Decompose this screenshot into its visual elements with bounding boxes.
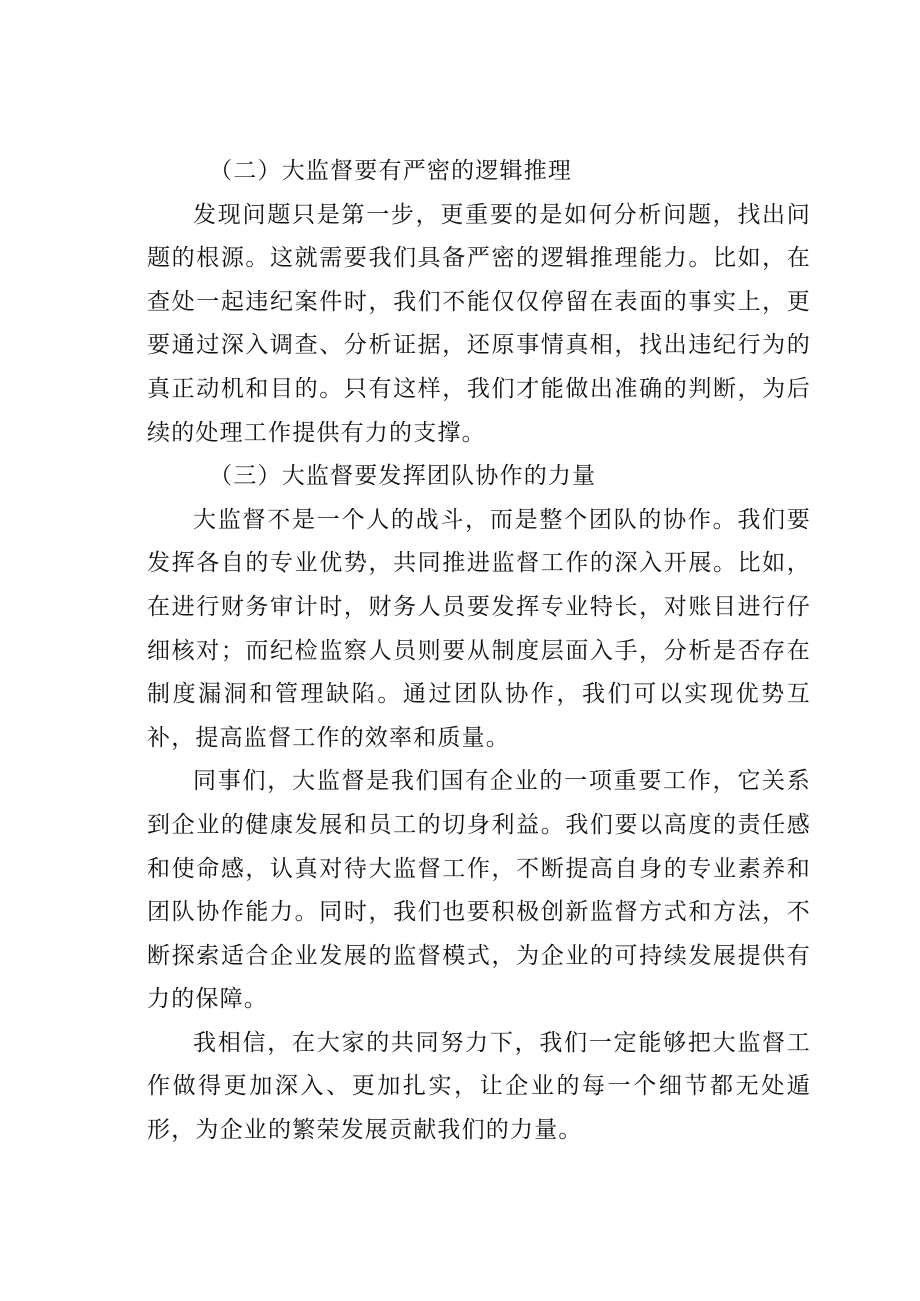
closing-paragraph-1: 同事们，大监督是我们国有企业的一项重要工作，它关系到企业的健康发展和员工的切身利益。我们要以高度的责任感和使命感，认真对待大监督工作，不断提高自身的专业素养和团队协作能力。同时，我们也要积极创新监督方式和方法，不断探索适合企业发展的监督模式，为企业的可持续发展提供有力的保障。: [147, 768, 811, 1013]
section-paragraph-2: 发现问题只是第一步，更重要的是如何分析问题，找出问题的根源。这就需要我们具备严密的逻辑推理能力。比如，在查处一起违纪案件时，我们不能仅仅停留在表面的事实上，更要通过深入调查、分析证据，还原事情真相，找出违纪行为的真正动机和目的。只有这样，我们才能做出准确的判断，为后续的处理工作提供有力的支撑。: [147, 201, 811, 446]
section-paragraph-3: 大监督不是一个人的战斗，而是整个团队的协作。我们要发挥各自的专业优势，共同推进监督工作的深入开展。比如，在进行财务审计时，财务人员要发挥专业特长，对账目进行仔细核对；而纪检监察人员则要从制度层面入手，分析是否存在制度漏洞和管理缺陷。通过团队协作，我们可以实现优势互补，提高监督工作的效率和质量。: [147, 506, 811, 751]
closing-paragraph-2: 我相信，在大家的共同努力下，我们一定能够把大监督工作做得更加深入、更加扎实，让企业的每一个细节都无处遁形，为企业的繁荣发展贡献我们的力量。: [147, 1029, 811, 1144]
document-body: [147, 150, 811, 1153]
section-heading-3: （三）大监督要发挥团队协作的力量: [209, 463, 597, 490]
section-heading-2: （二）大监督要有严密的逻辑推理: [209, 158, 573, 184]
